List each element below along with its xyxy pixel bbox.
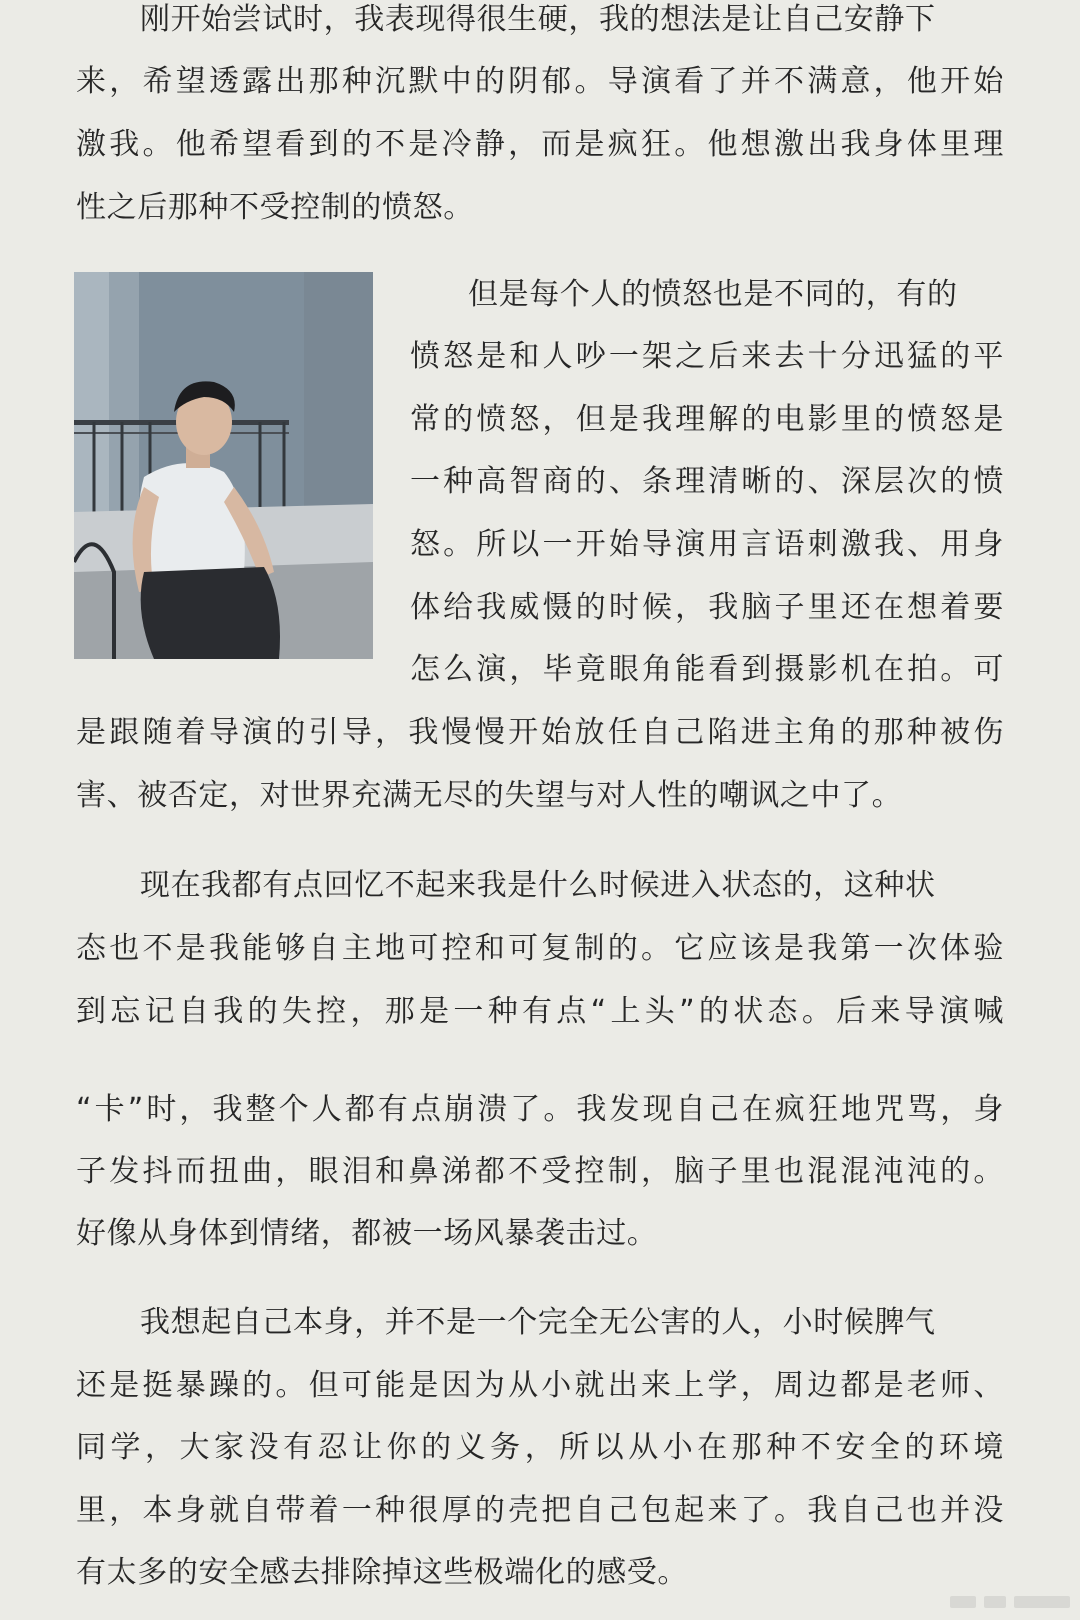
text-line: 我想起自己本身，并不是一个完全无公害的人，小时候脾气 [140,1305,936,1340]
text-line: 体给我威慑的时候，我脑子里还在想着要 [410,590,1004,625]
text-line: 愤怒是和人吵一架之后来去十分迅猛的平 [410,339,1004,374]
text-line: 里，本身就自带着一种很厚的壳把自己包起来了。我自己也并没 [76,1493,1004,1528]
text-line: 刚开始尝试时，我表现得很生硬，我的想法是让自己安静下 [140,2,936,37]
text-line: 是跟随着导演的引导，我慢慢开始放任自己陷进主角的那种被伤 [76,715,1004,750]
text-line: 现在我都有点回忆不起来我是什么时候进入状态的，这种状 [140,868,936,903]
photo-young-man-sitting-on-bed [74,272,373,659]
text-line: 害、被否定，对世界充满无尽的失望与对人性的嘲讽之中了。 [76,778,903,813]
text-line: 怒。所以一开始导演用言语刺激我、用身 [410,527,1004,562]
text-line: 一种高智商的、条理清晰的、深层次的愤 [410,464,1004,499]
text-line: 怎么演，毕竟眼角能看到摄影机在拍。可 [410,652,1004,687]
text-line: 态也不是我能够自主地可控和可复制的。它应该是我第一次体验 [76,931,1004,966]
text-line: 但是每个人的愤怒也是不同的，有的 [468,277,958,312]
text-line: “卡”时，我整个人都有点崩溃了。我发现自己在疯狂地咒骂，身 [76,1092,1004,1127]
text-line: 好像从身体到情绪，都被一场风暴袭击过。 [76,1216,658,1251]
text-line: 激我。他希望看到的不是冷静，而是疯狂。他想激出我身体里理 [76,127,1004,162]
text-line: 有太多的安全感去排除掉这些极端化的感受。 [76,1555,688,1590]
text-line: 到忘记自我的失控，那是一种有点“上头”的状态。后来导演喊 [76,994,1004,1029]
text-line: 性之后那种不受控制的愤怒。 [76,190,474,225]
text-line: 子发抖而扭曲，眼泪和鼻涕都不受控制，脑子里也混混沌沌的。 [76,1154,1004,1189]
text-line: 同学，大家没有忍让你的义务，所以从小在那种不安全的环境 [76,1430,1004,1465]
text-line: 常的愤怒，但是我理解的电影里的愤怒是 [410,402,1004,437]
text-line: 来，希望透露出那种沉默中的阴郁。导演看了并不满意，他开始 [76,64,1004,99]
text-line: 还是挺暴躁的。但可能是因为从小就出来上学，周边都是老师、 [76,1368,1004,1403]
watermark [940,1584,1080,1620]
